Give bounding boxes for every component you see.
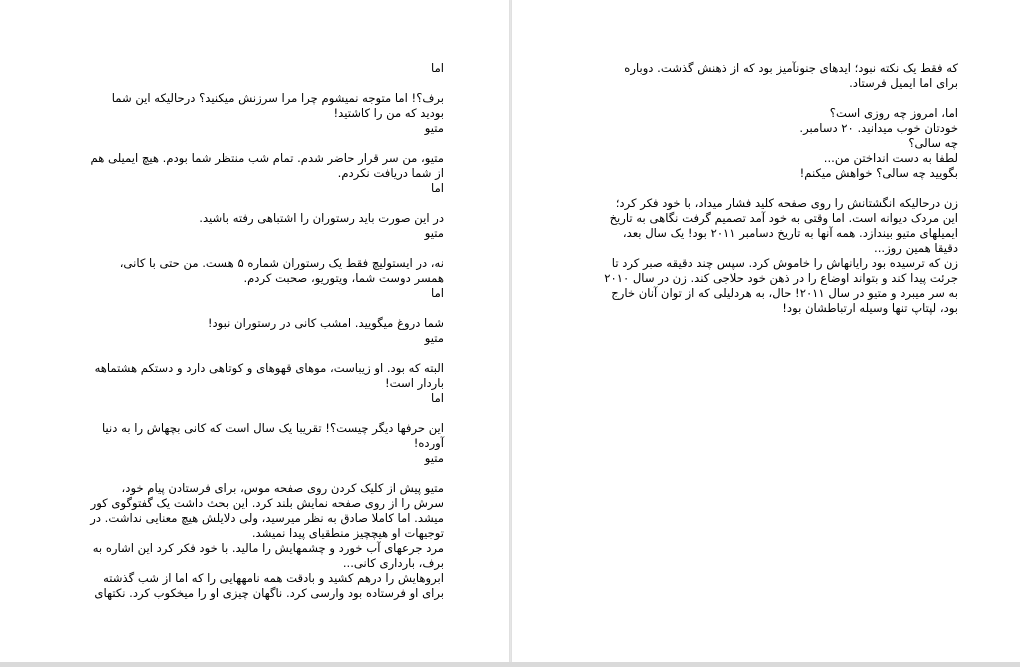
text-line: اما	[431, 61, 444, 75]
paragraph-gap	[60, 406, 444, 421]
text-line: متیو	[424, 331, 444, 345]
text-line: این حرفها دیگر چیست؟! تقریبا یک سال است که کانی بچهاش را به دنیا	[102, 421, 444, 435]
paragraph-gap	[60, 76, 444, 91]
page-right	[512, 0, 1020, 662]
text-line: در این صورت باید رستوران را اشتباهی رفته باشید.	[199, 211, 444, 225]
text-line: برف، بارداری کانی...	[342, 556, 444, 570]
text-line: اما	[431, 181, 444, 195]
text-line: سرش را از روی صفحه نمایش بلند کرد. این بحث داشت یک گفتوگوی کور	[90, 496, 444, 510]
paragraph-gap	[60, 301, 444, 316]
text-line: میشد. اما کاملا صادق به نظر میرسید، ولی دلایلش هیچ معنایی نداشت. در	[90, 511, 444, 525]
text-line: ایمیلهای متیو بیندازد. همه آنها به تاریخ دسامبر ۲۰۱۱ بود! یک سال بعد،	[622, 226, 958, 240]
text-line: برای او فرستاده بود وارسی کرد. ناگهان چیزی او را میخکوب کرد. نکتهای	[94, 586, 444, 600]
text-line: بود، لپتاپ تنها وسیله ارتباطشان بود!	[782, 301, 958, 315]
text-line: متیو	[424, 226, 444, 240]
text-line: متیو، من سر قرار حاضر شدم. تمام شب منتظر شما بودم. هیچ ایمیلی هم	[90, 151, 444, 165]
paragraph-gap	[572, 91, 958, 106]
text-line: نه، در ایستولیچ فقط یک رستوران شماره ۵ هست. من حتی با کانی،	[119, 256, 444, 270]
viewer-bottom-edge	[0, 662, 1020, 667]
text-line: لطفا به دست انداختن من...	[823, 151, 958, 165]
text-line: مرد جرعهای آب خورد و چشمهایش را مالید. با خود فکر کرد این اشاره به	[92, 541, 444, 555]
right-page-text	[572, 61, 958, 316]
text-line: ابروهایش را درهم کشید و بادقت همه نامههایی را که اما از شب گذشته	[103, 571, 444, 585]
text-line: این مردک دیوانه است. اما وقتی به خود آمد تصمیم گرفت نگاهی به تاریخ	[609, 211, 958, 225]
text-line: شما دروغ میگویید. امشب کانی در رستوران نبود!	[207, 316, 444, 330]
text-line: دقیقا همین روز...	[874, 241, 958, 255]
text-line: جرئت پیدا کند و بتواند اوضاع را در ذهن خود حلاجی کند. زن در سال ۲۰۱۰	[604, 271, 958, 285]
text-line: آورده!	[413, 436, 444, 450]
text-line: البته که بود. او زیباست، موهای قهوهای و کوتاهی دارد و دستکم هشتماهه	[94, 361, 444, 375]
text-line: به سر میبرد و متیو در سال ۲۰۱۱! حال، به هردلیلی که از توان آنان خارج	[611, 286, 958, 300]
text-line: اما	[431, 391, 444, 405]
text-line: توجیهات او هیچچیز منطقیای پیدا نمیشد.	[251, 526, 444, 540]
text-line: اما	[431, 286, 444, 300]
text-line: همسر دوست شما، ویتوریو، صحبت کردم.	[243, 271, 444, 285]
text-line: بگویید چه سالی؟ خواهش میکنم!	[799, 166, 958, 180]
text-line: خودتان خوب میدانید. ۲۰ دسامبر.	[799, 121, 958, 135]
text-line: زن که ترسیده بود رایانهاش را خاموش کرد. سپس چند دقیقه صبر کرد تا	[611, 256, 958, 270]
text-line: زن درحالیکه انگشتانش را روی صفحه کلید فشار میداد، با خود فکر کرد؛	[615, 196, 958, 210]
text-line: برای اما ایمیل فرستاد.	[849, 76, 958, 90]
text-line: از شما دریافت نکردم.	[337, 166, 444, 180]
text-line: متیو پیش از کلیک کردن روی صفحه موس، برای فرستادن پیام خود،	[121, 481, 444, 495]
text-line: چه سالی؟	[908, 136, 958, 150]
text-line: بودید که من را کاشتید!	[333, 106, 444, 120]
text-line: اما، امروز چه روزی است؟	[829, 106, 958, 120]
page-left	[0, 0, 509, 662]
text-line: متیو	[424, 451, 444, 465]
paragraph-gap	[60, 136, 444, 151]
text-line: متیو	[424, 121, 444, 135]
paragraph-gap	[60, 466, 444, 481]
paragraph-gap	[60, 346, 444, 361]
text-line: باردار است!	[385, 376, 444, 390]
text-line: که فقط یک نکته نبود؛ ایدهای جنونآمیز بود که از ذهنش گذشت. دوباره	[624, 61, 958, 75]
text-line: برف؟! اما متوجه نمیشوم چرا مرا سرزنش میکنید؟ درحالیکه این شما	[111, 91, 444, 105]
left-page-text	[60, 61, 444, 601]
paragraph-gap	[572, 181, 958, 196]
paragraph-gap	[60, 241, 444, 256]
paragraph-gap	[60, 196, 444, 211]
